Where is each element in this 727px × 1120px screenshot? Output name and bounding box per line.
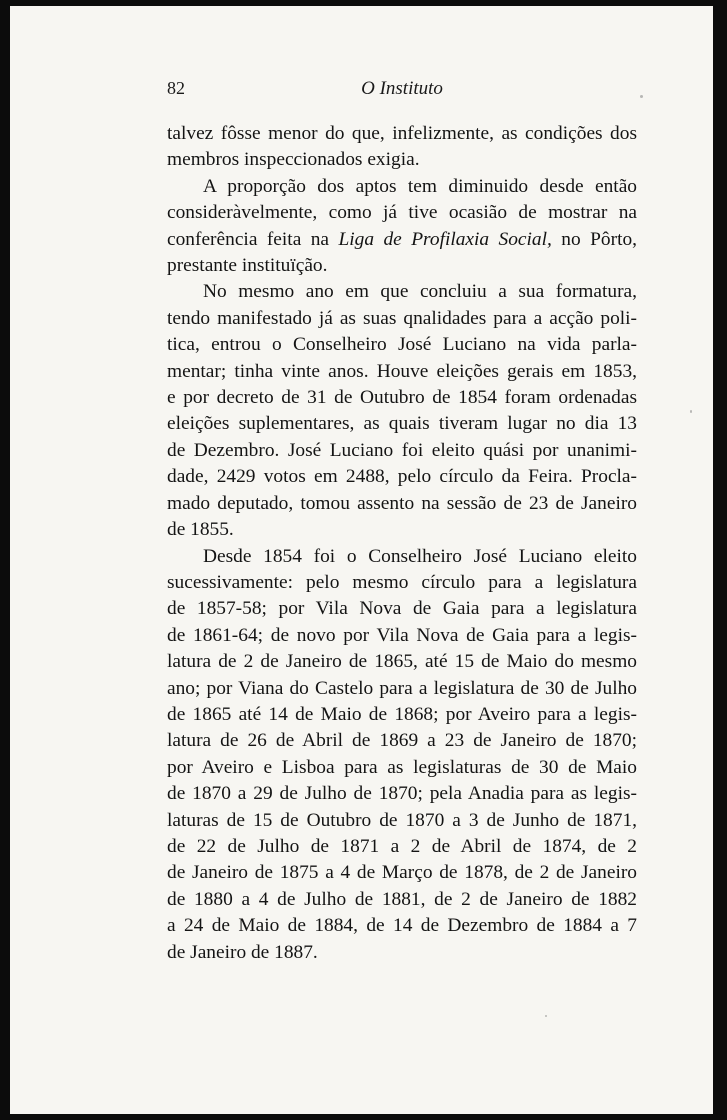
text-line: por Aveiro e Lisboa para as legislaturas de 30 de Maio (167, 756, 637, 778)
scan-border-right (713, 0, 727, 1120)
scan-speck (690, 410, 692, 413)
text-line: de 22 de Julho de 1871 a 2 de Abril de 1874, de 2 (167, 835, 637, 857)
text-line: A proporção dos aptos tem diminuido desde então (203, 175, 637, 197)
text-line: prestante instituïção. (167, 255, 328, 277)
running-title: O Instituto (361, 78, 443, 99)
text-line: de 1870 a 29 de Julho de 1870; pela Anadia para as legis- (167, 783, 637, 805)
text-line: tica, entrou o Conselheiro José Luciano na vida parla- (167, 334, 637, 356)
text-line: laturas de 15 de Outubro de 1870 a 3 de Junho de 1871, (167, 809, 637, 831)
scan-border-left (0, 0, 10, 1120)
text-line: sucessivamente: pelo mesmo círculo para a legislatura (167, 571, 637, 593)
scan-speck (545, 1015, 547, 1017)
text-line: mentar; tinha vinte anos. Houve eleições gerais em 1853, (167, 360, 637, 382)
text-line: de 1861-64; de novo por Vila Nova de Gaia para a legis- (167, 624, 637, 646)
scan-border-bottom (0, 1114, 727, 1120)
text-line: conferência feita na Liga de Profilaxia Social, no Pôrto, (167, 228, 637, 250)
paragraph (167, 121, 637, 174)
text-line: talvez fôsse menor do que, infelizmente, as condições dos (167, 123, 637, 144)
text-line: de 1855. (167, 519, 234, 541)
text-line: de Dezembro. José Luciano foi eleito quási por unanimi- (167, 439, 637, 461)
paragraph (167, 174, 637, 280)
text-line: dade, 2429 votos em 2488, pelo círculo da Feira. Procla- (167, 466, 637, 488)
text-line: latura de 26 de Abril de 1869 a 23 de Janeiro de 1870; (167, 730, 637, 752)
paragraph (167, 279, 637, 543)
text-line: eleições suplementares, as quais tiveram lugar no dia 13 (167, 413, 637, 435)
text-line: de 1865 até 14 de Maio de 1868; por Aveiro para a legis- (167, 703, 637, 725)
scan-border-top (0, 0, 727, 6)
text-line: No mesmo ano em que concluiu a sua formatura, (203, 281, 637, 303)
text-line: tendo manifestado já as suas qnalidades para a acção poli- (167, 307, 637, 329)
body-text (167, 121, 637, 966)
text-line: latura de 2 de Janeiro de 1865, até 15 de Maio do mesmo (167, 651, 637, 673)
text-line: de Janeiro de 1875 a 4 de Março de 1878, de 2 de Janeiro (167, 862, 637, 884)
text-line: membros inspeccionados exigia. (167, 149, 420, 171)
text-line: e por decreto de 31 de Outubro de 1854 foram ordenadas (167, 387, 637, 409)
page-header (167, 78, 637, 104)
text-line: a 24 de Maio de 1884, de 14 de Dezembro de 1884 a 7 (167, 915, 637, 937)
text-line: mado deputado, tomou assento na sessão de 23 de Janeiro (167, 492, 637, 514)
text-line: consideràvelmente, como já tive ocasião de mostrar na (167, 202, 637, 224)
scan-speck (640, 95, 643, 98)
text-line: de 1880 a 4 de Julho de 1881, de 2 de Janeiro de 1882 (167, 888, 637, 910)
page-number: 82 (167, 78, 185, 98)
text-line: Desde 1854 foi o Conselheiro José Luciano eleito (203, 545, 637, 567)
italic-text: Liga de Profilaxia Social, (338, 228, 552, 250)
text-line: de 1857-58; por Vila Nova de Gaia para a legislatura (167, 598, 637, 620)
text-line: de Janeiro de 1887. (167, 941, 318, 963)
paragraph (167, 544, 637, 967)
text-line: ano; por Viana do Castelo para a legislatura de 30 de Julho (167, 677, 637, 699)
